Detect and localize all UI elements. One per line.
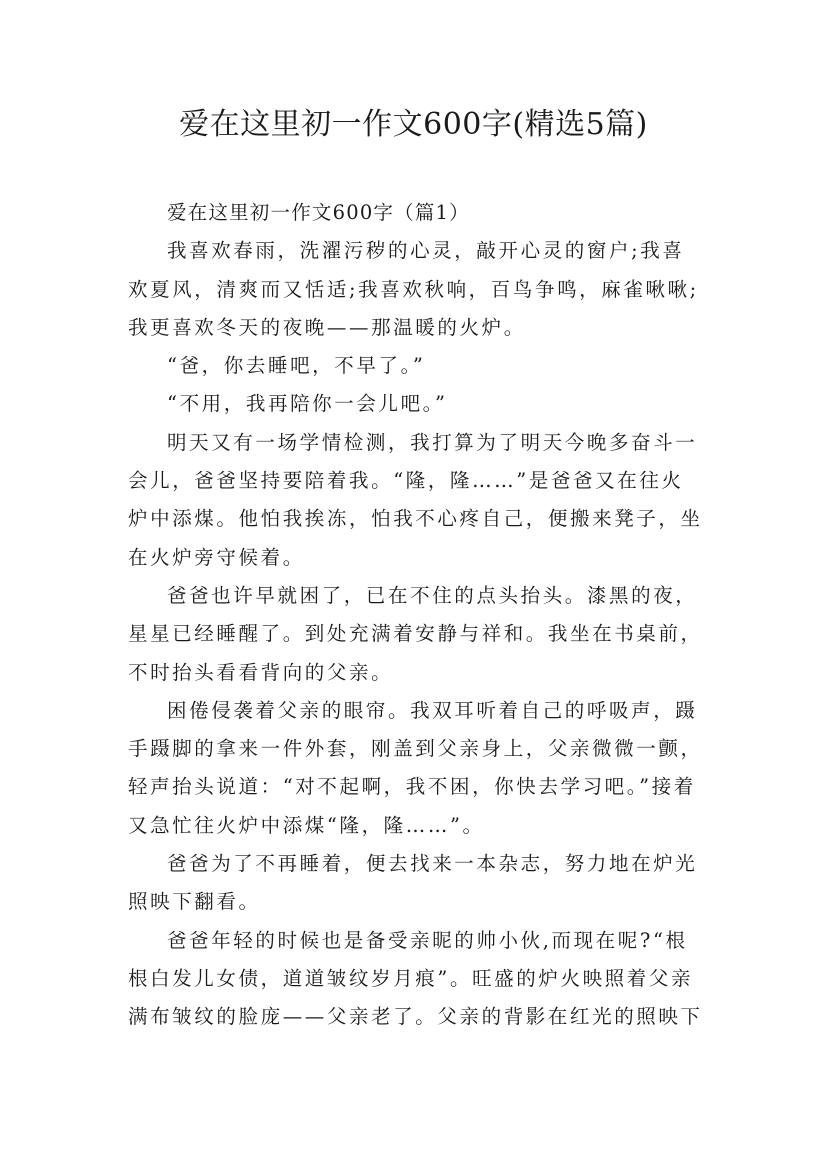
paragraph: “爸，你去睡吧，不早了。”	[167, 354, 426, 378]
paragraph: 爸爸为了不再睡着，便去找来一本杂志，努力地在炉光 照映下翻看。	[128, 852, 698, 914]
paragraph: 爸爸年轻的时候也是备受亲昵的帅小伙,而现在呢?“根 根白发儿女债，道道皱纹岁月痕”。旺盛的炉火映照着父亲 满布皱纹的脸庞——父亲老了。父亲的背影在红光的照映下	[128, 928, 703, 1029]
paragraph: “不用，我再陪你一会儿吧。”	[167, 392, 448, 416]
paragraph: 困倦侵袭着父亲的眼帘。我双耳听着自己的呼吸声，蹑 手蹑脚的拿来一件外套，刚盖到父亲身上，父亲微微一颤， 轻声抬头说道：“对不起啊，我不困，你快去学习吧。”接着 又急忙往火炉中添煤“隆，隆……”。	[128, 698, 703, 837]
document-body	[128, 194, 713, 1037]
paragraph: 爸爸也许早就困了，已在不住的点头抬头。漆黑的夜， 星星已经睡醒了。到处充满着安静与祥和。我坐在书桌前， 不时抬头看看背向的父亲。	[128, 583, 703, 684]
section-heading: 爱在这里初一作文600字（篇1）	[167, 201, 470, 224]
paragraph: 我喜欢春雨，洗濯污秽的心灵，敲开心灵的窗户;我喜 欢夏风，清爽而又恬适;我喜欢秋响，百鸟争鸣，麻雀啾啾; 我更喜欢冬天的夜晚——那温暖的火炉。	[128, 239, 699, 339]
paragraph: 明天又有一场学情检测，我打算为了明天今晚多奋斗一 会儿，爸爸坚持要陪着我。“隆，隆……”是爸爸又在往火 炉中添煤。他怕我挨冻，怕我不心疼自己，便搬来凳子，坐 在火炉旁守候着。	[128, 430, 703, 569]
document-title: 爱在这里初一作文600字(精选5篇)	[179, 107, 648, 142]
